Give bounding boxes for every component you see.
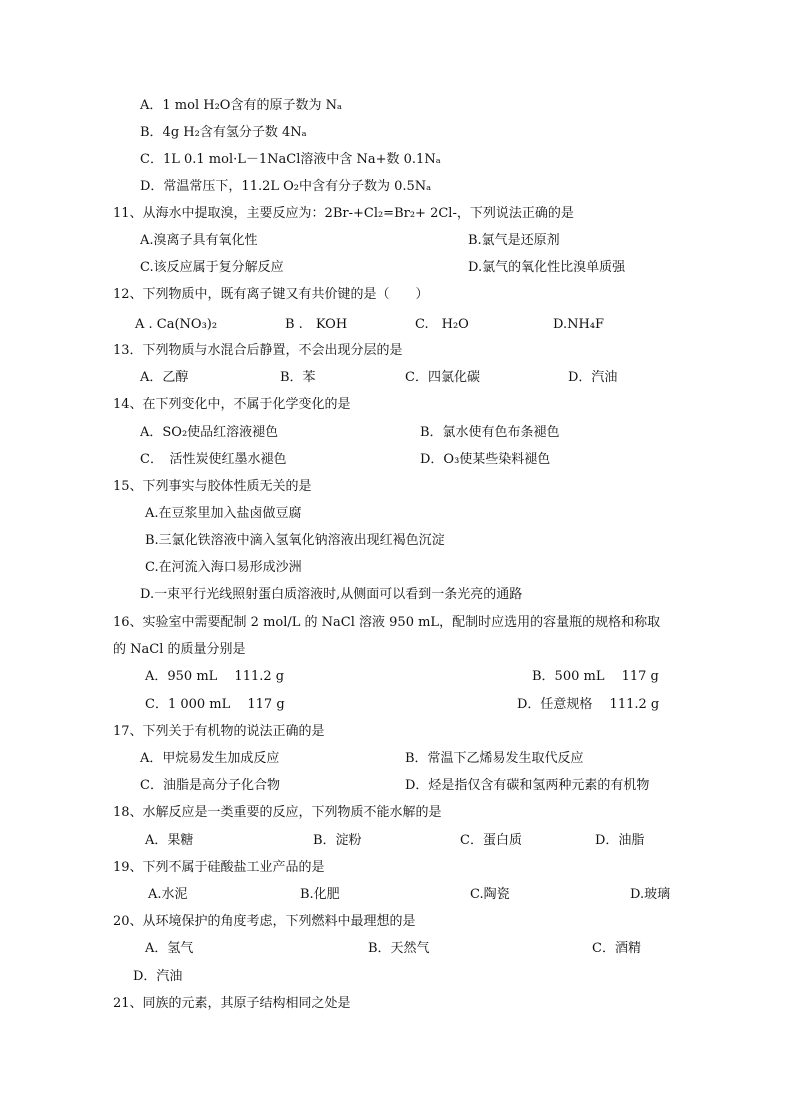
q11-stem: 11、从海水中提取溴，主要反应为：2Br-+Cl₂=Br₂+ 2Cl-，下列说法正确的是	[113, 206, 574, 221]
q18-option-b: B．淀粉	[313, 833, 362, 848]
q19-option-c: C.陶瓷	[470, 887, 510, 902]
q16-option-a: A．950 mL 111.2 g	[145, 669, 285, 684]
q12-option-b: B . KOH	[285, 317, 348, 332]
q15-option-c: C.在河流入海口易形成沙洲	[145, 560, 302, 575]
q19-option-d: D.玻璃	[630, 887, 671, 902]
q19-option-a: A.水泥	[148, 887, 188, 902]
q15-option-d: D.一束平行光线照射蛋白质溶液时,从侧面可以看到一条光亮的通路	[140, 587, 523, 602]
q12-option-d: D.NH₄F	[553, 317, 605, 332]
q16-option-c: C．1 000 mL 117 g	[145, 697, 285, 712]
q14-stem: 14、在下列变化中，不属于化学变化的是	[113, 397, 351, 412]
q20-option-d: D．汽油	[133, 969, 183, 984]
q15-option-b: B.三氯化铁溶液中滴入氢氧化钠溶液出现红褐色沉淀	[145, 533, 445, 548]
q20-option-b: B．天然气	[368, 941, 430, 956]
q12-option-c: C. H₂O	[415, 317, 469, 332]
q17-option-a: A．甲烷易发生加成反应	[140, 751, 280, 766]
q14-option-a: A．SO₂使品红溶液褪色	[140, 425, 279, 440]
q20-option-c: C．酒精	[592, 941, 641, 956]
q13-option-c: C．四氯化碳	[405, 370, 480, 385]
q18-stem: 18、水解反应是一类重要的反应，下列物质不能水解的是	[113, 805, 442, 820]
q12-stem: 12、下列物质中，既有离子键又有共价键的是（ ）	[113, 287, 429, 302]
q11-option-a: A.溴离子具有氧化性	[140, 233, 258, 248]
q17-option-b: B．常温下乙烯易发生取代反应	[405, 751, 584, 766]
q13-option-d: D．汽油	[568, 370, 618, 385]
q13-stem: 13．下列物质与水混合后静置，不会出现分层的是	[113, 343, 403, 358]
q19-stem: 19、下列不属于硅酸盐工业产品的是	[113, 860, 325, 875]
q10-option-b: B．4g H₂含有氢分子数 4Nₐ	[140, 125, 307, 140]
q11-option-b: B.氯气是还原剂	[468, 233, 560, 248]
q11-option-c: C.该反应属于复分解反应	[140, 260, 284, 275]
q21-stem: 21、同族的元素，其原子结构相同之处是	[113, 996, 351, 1011]
q16-option-d: D．任意规格 111.2 g	[517, 697, 660, 712]
q10-option-a: A．1 mol H₂O含有的原子数为 Nₐ	[140, 98, 342, 113]
q11-option-d: D.氯气的氧化性比溴单质强	[468, 260, 626, 275]
q10-option-d: D．常温常压下，11.2L O₂中含有分子数为 0.5Nₐ	[140, 179, 432, 194]
q15-stem: 15、下列事实与胶体性质无关的是	[113, 479, 312, 494]
q16-stem-line2: 的 NaCl 的质量分别是	[113, 642, 246, 657]
q14-option-b: B．氯水使有色布条褪色	[420, 425, 560, 440]
q16-stem-line1: 16、实验室中需要配制 2 mol/L 的 NaCl 溶液 950 mL，配制时应选用的容量瓶的规格和称取	[113, 615, 661, 630]
q14-option-c: C． 活性炭使红墨水褪色	[140, 452, 287, 467]
q13-option-a: A．乙醇	[140, 370, 189, 385]
q18-option-c: C．蛋白质	[460, 833, 522, 848]
q12-option-a: A . Ca(NO₃)₂	[135, 317, 218, 332]
q17-option-c: C．油脂是高分子化合物	[140, 778, 280, 793]
q17-option-d: D．烃是指仅含有碳和氢两种元素的有机物	[405, 778, 650, 793]
q16-option-b: B．500 mL 117 g	[532, 669, 659, 684]
q13-option-b: B．苯	[280, 370, 316, 385]
q19-option-b: B.化肥	[300, 887, 340, 902]
q10-option-c: C．1L 0.1 mol·L－1NaCl溶液中含 Na+数 0.1Nₐ	[140, 152, 441, 167]
q20-stem: 20、从环境保护的角度考虑，下列燃料中最理想的是	[113, 914, 416, 929]
q18-option-d: D．油脂	[595, 833, 645, 848]
q17-stem: 17、下列关于有机物的说法正确的是	[113, 724, 325, 739]
q18-option-a: A．果糖	[145, 833, 194, 848]
q15-option-a: A.在豆浆里加入盐卤做豆腐	[145, 506, 302, 521]
q20-option-a: A．氢气	[145, 941, 194, 956]
q14-option-d: D．O₃使某些染料褪色	[420, 452, 551, 467]
